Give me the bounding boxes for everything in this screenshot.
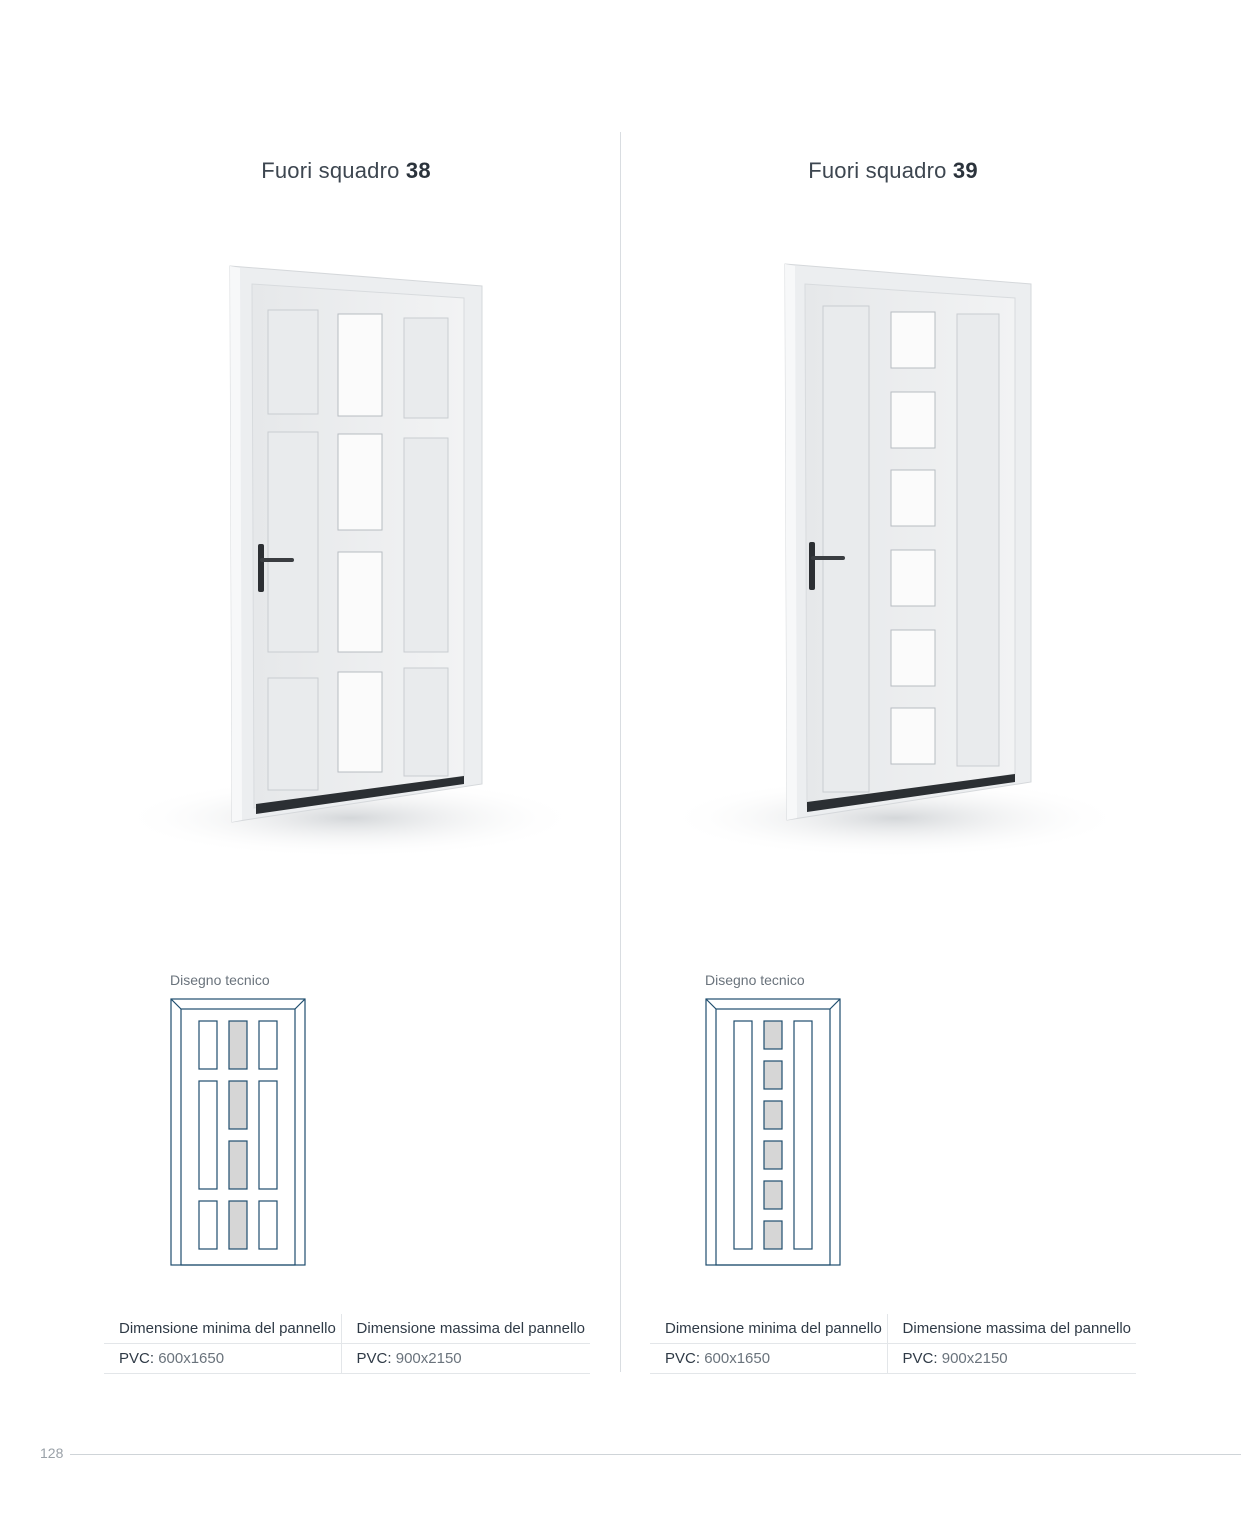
material-label: PVC: [356,1350,392,1367]
title-prefix: Fuori squadro [261,158,400,183]
product-title-39 [693,158,1093,184]
min-dimension-header: Dimensione minima del pannello [104,1314,341,1344]
min-dimension-cell [104,1344,341,1374]
door-photo-38 [80,228,610,908]
max-dimension-header: Dimensione massima del pannello [887,1314,1136,1344]
material-label: PVC: [902,1350,938,1367]
product-title-38 [146,158,546,184]
title-number: 38 [405,158,431,183]
min-dimension-header: Dimensione minima del pannello [650,1314,887,1344]
max-dimension-cell [887,1344,1136,1374]
min-dimension-cell [650,1344,887,1374]
max-dimension-cell [341,1344,590,1374]
title-number: 39 [952,158,978,183]
title-prefix: Fuori squadro [808,158,947,183]
spec-table-38 [104,1314,590,1374]
min-dimension-value: 600x1650 [158,1350,225,1367]
spec-table-39 [650,1314,1136,1374]
max-dimension-value: 900x2150 [395,1350,462,1367]
tech-drawing-39 [703,996,843,1268]
tech-drawing-label: Disegno tecnico [705,972,805,988]
page-number: 128 [40,1445,64,1461]
door-photo-39 [625,228,1155,908]
min-dimension-value: 600x1650 [704,1350,771,1367]
material-label: PVC: [665,1350,701,1367]
max-dimension-value: 900x2150 [941,1350,1008,1367]
footer-rule [70,1454,1241,1455]
tech-drawing-38 [168,996,308,1268]
column-divider [620,132,621,1372]
max-dimension-header: Dimensione massima del pannello [341,1314,590,1344]
tech-drawing-label: Disegno tecnico [170,972,270,988]
material-label: PVC: [119,1350,155,1367]
